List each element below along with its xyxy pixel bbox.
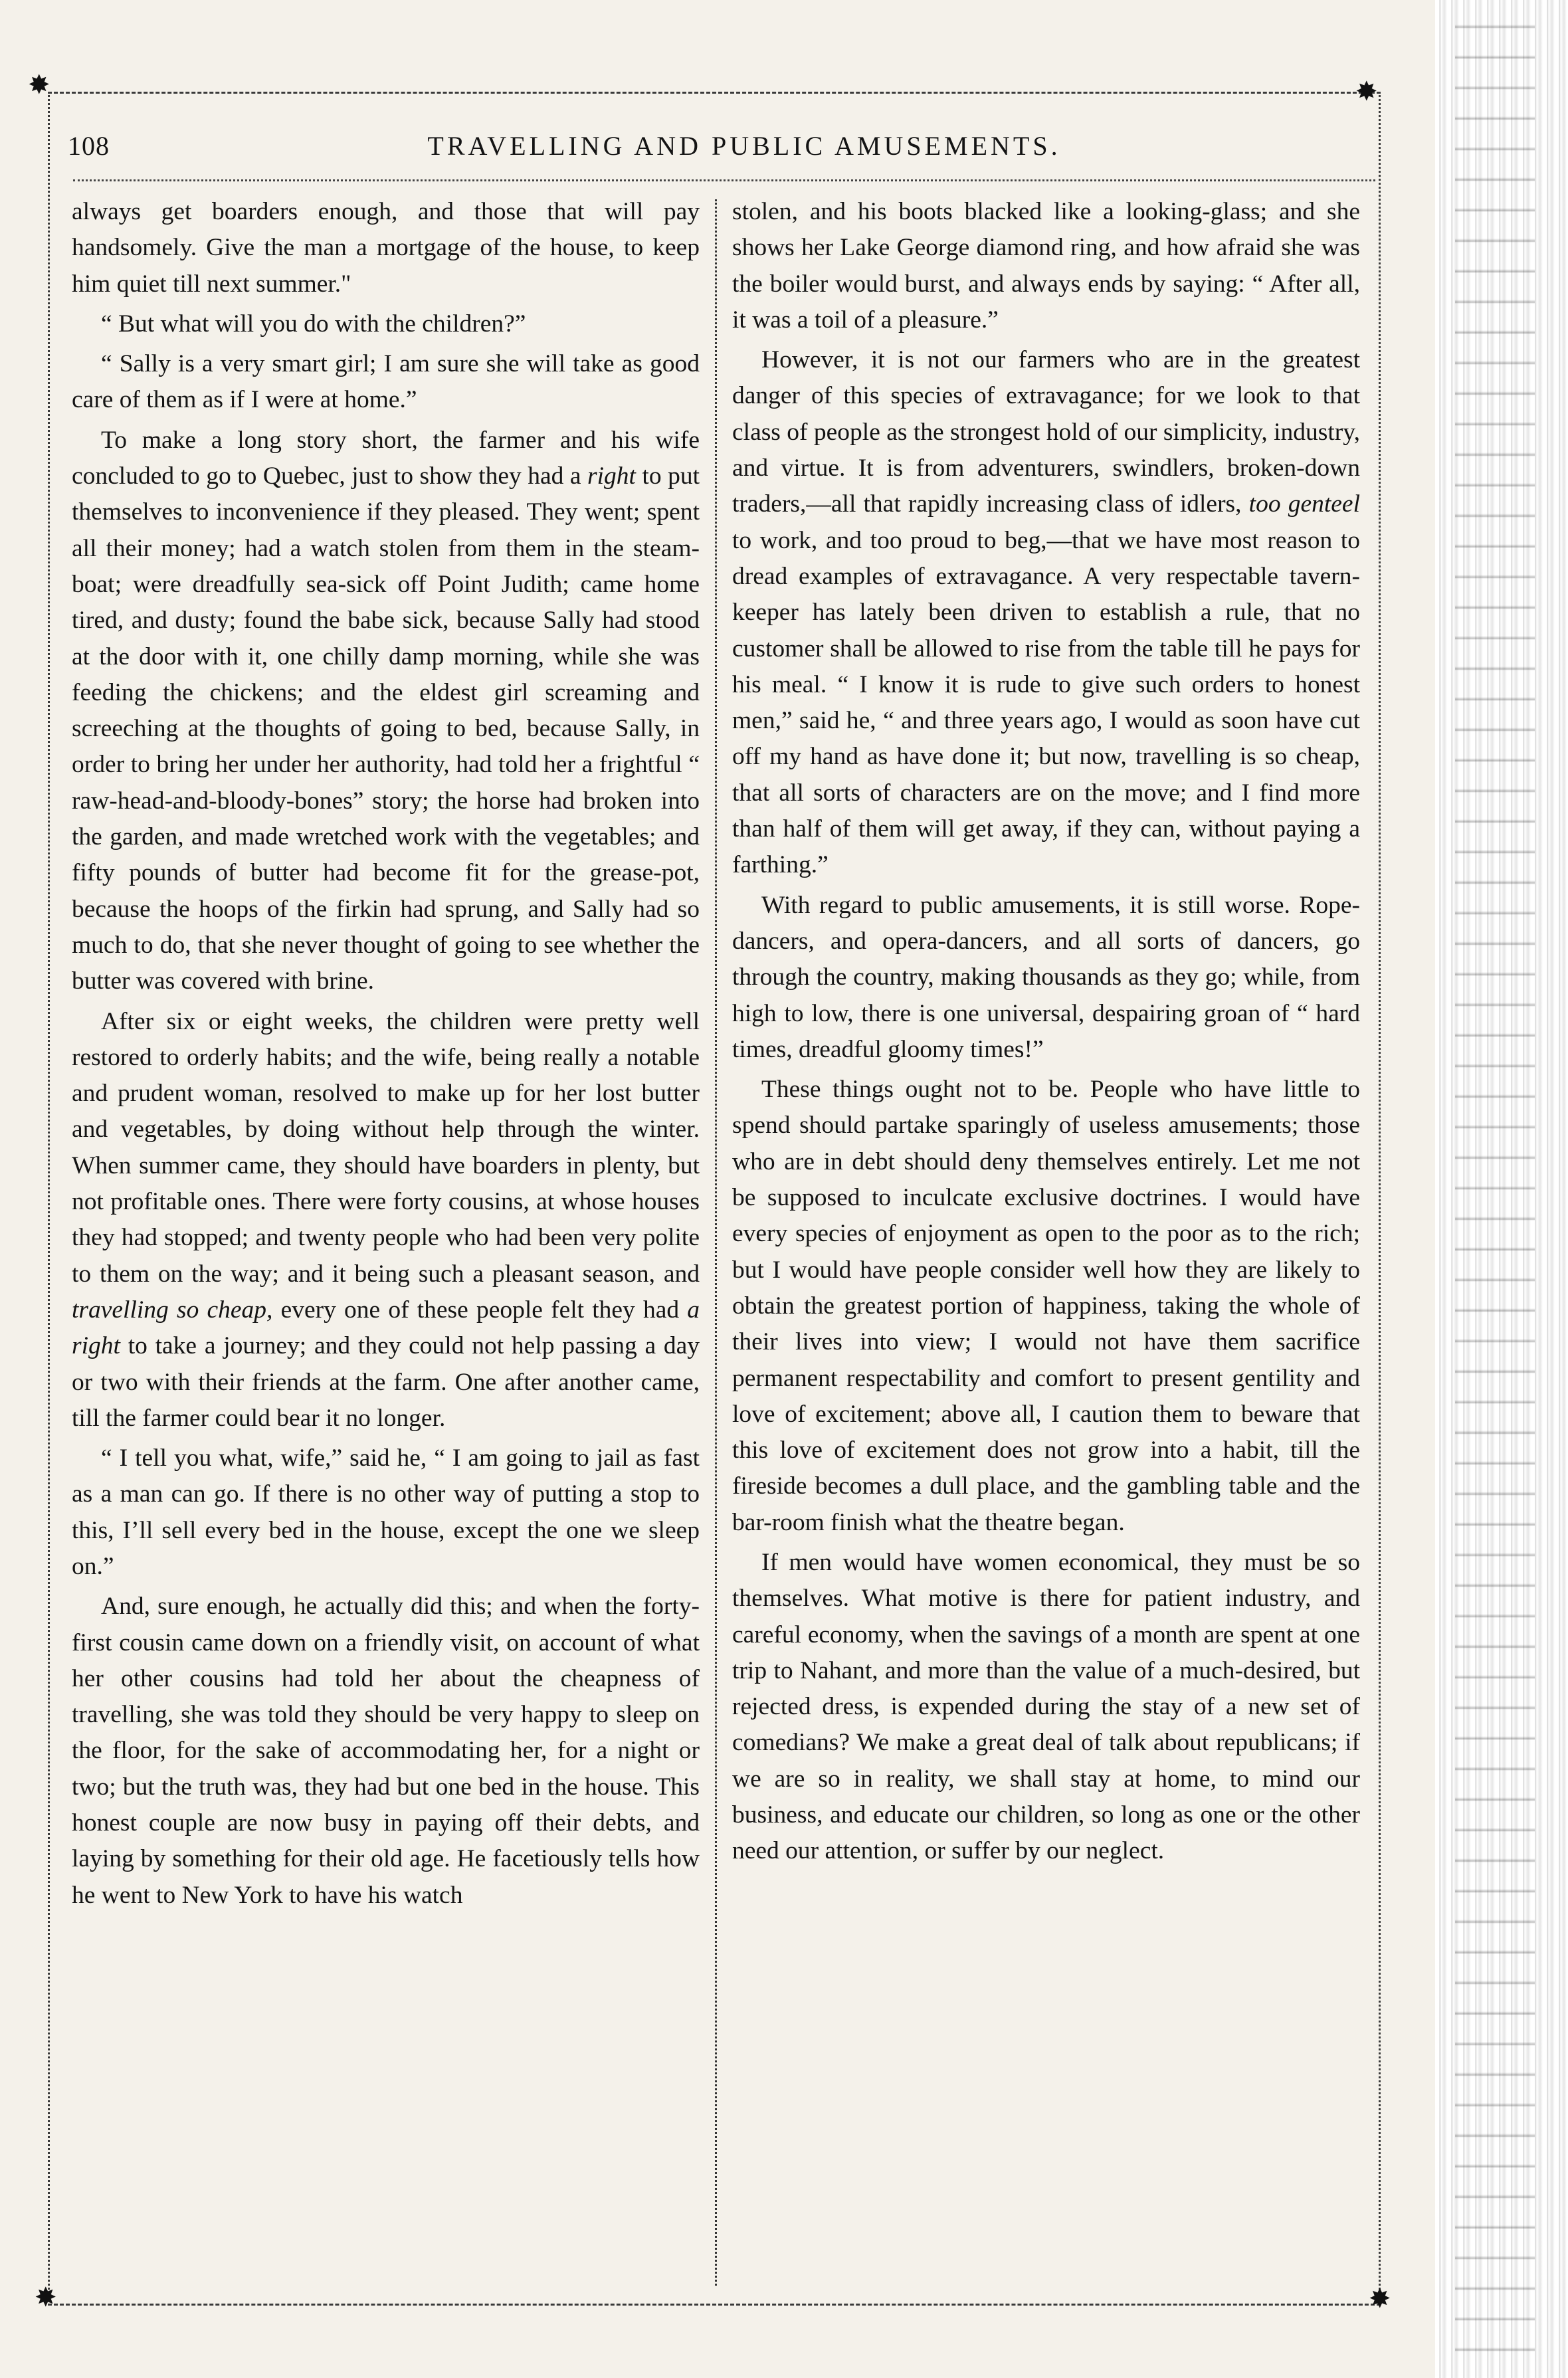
corner-ornament-bottom-right: ✸ <box>1369 2284 1391 2314</box>
italic-text: a right <box>72 1296 700 1360</box>
left-column <box>72 194 700 2287</box>
paragraph <box>732 342 1360 883</box>
italic-text: travelling so cheap, <box>72 1296 273 1324</box>
corner-ornament-top-right: ✸ <box>1355 76 1378 106</box>
italic-text: too genteel <box>1248 490 1360 518</box>
corner-ornament-bottom-left: ✸ <box>35 2282 57 2312</box>
text-run: However, it is not our farmers who are in the greatest danger of this species of extravagance; for we look to that class of people as the strongest hold of our simplicity, industry, and virtue. It is from adventurers, swindlers, broken-down traders,—all that rapidly increasing class of idlers, <box>732 346 1360 518</box>
paragraph: “ I tell you what, wife,” said he, “ I am going to jail as fast as a man can go. If there is no other way of putting a stop to this, I’ll sell every bed in the house, except the one we sleep on.” <box>72 1444 700 1580</box>
paragraph: And, sure enough, he actually did this; and when the forty-first cousin came down on a friendly visit, on account of what her other cousins had told her about the cheapness of travelling, she was told they should be very happy to sleep on the floor, for the sake of accommodating her, for a night or two; but the truth was, they had but one bed in the house. This honest couple are now busy in paying off their debts, and laying by something for their old age. He facetiously tells how he went to New York to have his watch <box>72 1593 700 1909</box>
paragraph: “ Sally is a very smart girl; I am sure she will take as good care of them as if I were at home.” <box>72 350 700 414</box>
paragraph: These things ought not to be. People who have little to spend should partake sparingly of useless amusements; those who are in debt should deny themselves entirely. Let me not be supposed to inculcate exclusive doctrines. I would have every species of enjoyment as open to the poor as to the rich; but I would have people consider well how they are likely to obtain the greatest portion of happiness, taking the whole of their lives into view; I would not have them sacrifice permanent respectability and comfort to present gentility and love of excitement; above all, I caution them to beware that this love of excitement does not grow into a habit, till the fireside becomes a dull place, and the gambling table and the bar-room finish what the theatre began. <box>732 1076 1360 1536</box>
page-number: 108 <box>68 131 110 161</box>
paragraph <box>72 423 700 1000</box>
text-run: After six or eight weeks, the children were pretty well restored to orderly habits; and the wife, being really a notable and prudent woman, resolved to make up for her lost butter and vegetables, by doing without help through the winter. When summer came, they should have boarders in plenty, but not profitable ones. There were forty cousins, at whose houses they had stopped; and twenty people who had been very polite to them on the way; and it being such a pleasant season, and <box>72 1007 700 1288</box>
text-run: to take a journey; and they could not help passing a day or two with their friends at the farm. One after another came, till the farmer could bear it no longer. <box>72 1332 700 1432</box>
header-rule <box>73 179 1375 181</box>
text-run: to put themselves to inconvenience if they pleased. They went; spent all their money; had a watch stolen from them in the steam-boat; were dreadfully sea-sick off Point Judith; came home tired, and dusty; found the babe sick, because Sally had stood at the door with it, one chilly damp morning, while she was feeding the chickens; and the eldest girl screaming and screeching at the thoughts of going to bed, because Sally, in order to bring her under her authority, had told her a frightful “ raw-head-and-bloody-bones” story; the horse had broken into the garden, and made wretched work with the vegetables; and fifty pounds of butter had become fit for the grease-pot, because the hoops of the firkin had sprung, and Sally had so much to do, that she never thought of going to see whether the butter was covered with brine. <box>72 462 700 995</box>
text-run: to work, and too proud to beg,—that we have most reason to dread examples of extravagance. A very respectable tavern-keeper has lately been driven to establish a rule, that no customer shall be allowed to rise from the table till he pays for his meal. “ I know it is rude to give such orders to honest men,” said he, “ and three years ago, I would as soon have cut off my hand as have done it; but now, travelling is so cheap, that all sorts of characters are on the move; and I find more than half of them will get away, if they can, without paying a farthing.” <box>732 526 1360 879</box>
scan-edge-artifact <box>1435 0 1568 2378</box>
column-divider <box>715 199 717 2286</box>
paragraph: “ But what will you do with the children?” <box>101 310 526 338</box>
italic-text: right <box>587 462 636 490</box>
paragraph: With regard to public amusements, it is still worse. Rope-dancers, and opera-dancers, and all sorts of dancers, go through the country, making thousands as they go; while, from high to low, there is one universal, despairing groan of “ hard times, dreadful gloomy times!” <box>732 891 1360 1063</box>
paragraph: stolen, and his boots blacked like a looking-glass; and she shows her Lake George diamond ring, and how afraid she was the boiler would burst, and always ends by saying: “ After all, it was a toil of a pleasure.” <box>732 198 1360 334</box>
text-run: To make a long story short, the farmer and his wife concluded to go to Quebec, just to show they had a <box>72 426 700 490</box>
text-run: every one of these people felt they had <box>280 1296 680 1324</box>
paragraph <box>72 1004 700 1437</box>
paragraph: If men would have women economical, they must be so themselves. What motive is there for patient industry, and careful economy, when the savings of a month are spent at one trip to Nahant, and more than the value of a much-desired, but rejected dress, is expended during the stay of a new set of comedians? We make a great deal of talk about republicans; if we are so in reality, we shall stay at home, to mind our business, and educate our children, so long as one or the other need our attention, or suffer by our neglect. <box>732 1548 1360 1865</box>
running-head: TRAVELLING AND PUBLIC AMUSEMENTS. <box>427 131 1061 161</box>
right-column <box>732 194 1360 2287</box>
paragraph: always get boarders enough, and those that will pay handsomely. Give the man a mortgage of the house, to keep him quiet till next summer." <box>72 198 700 298</box>
corner-ornament-top-left: ✸ <box>28 70 50 100</box>
